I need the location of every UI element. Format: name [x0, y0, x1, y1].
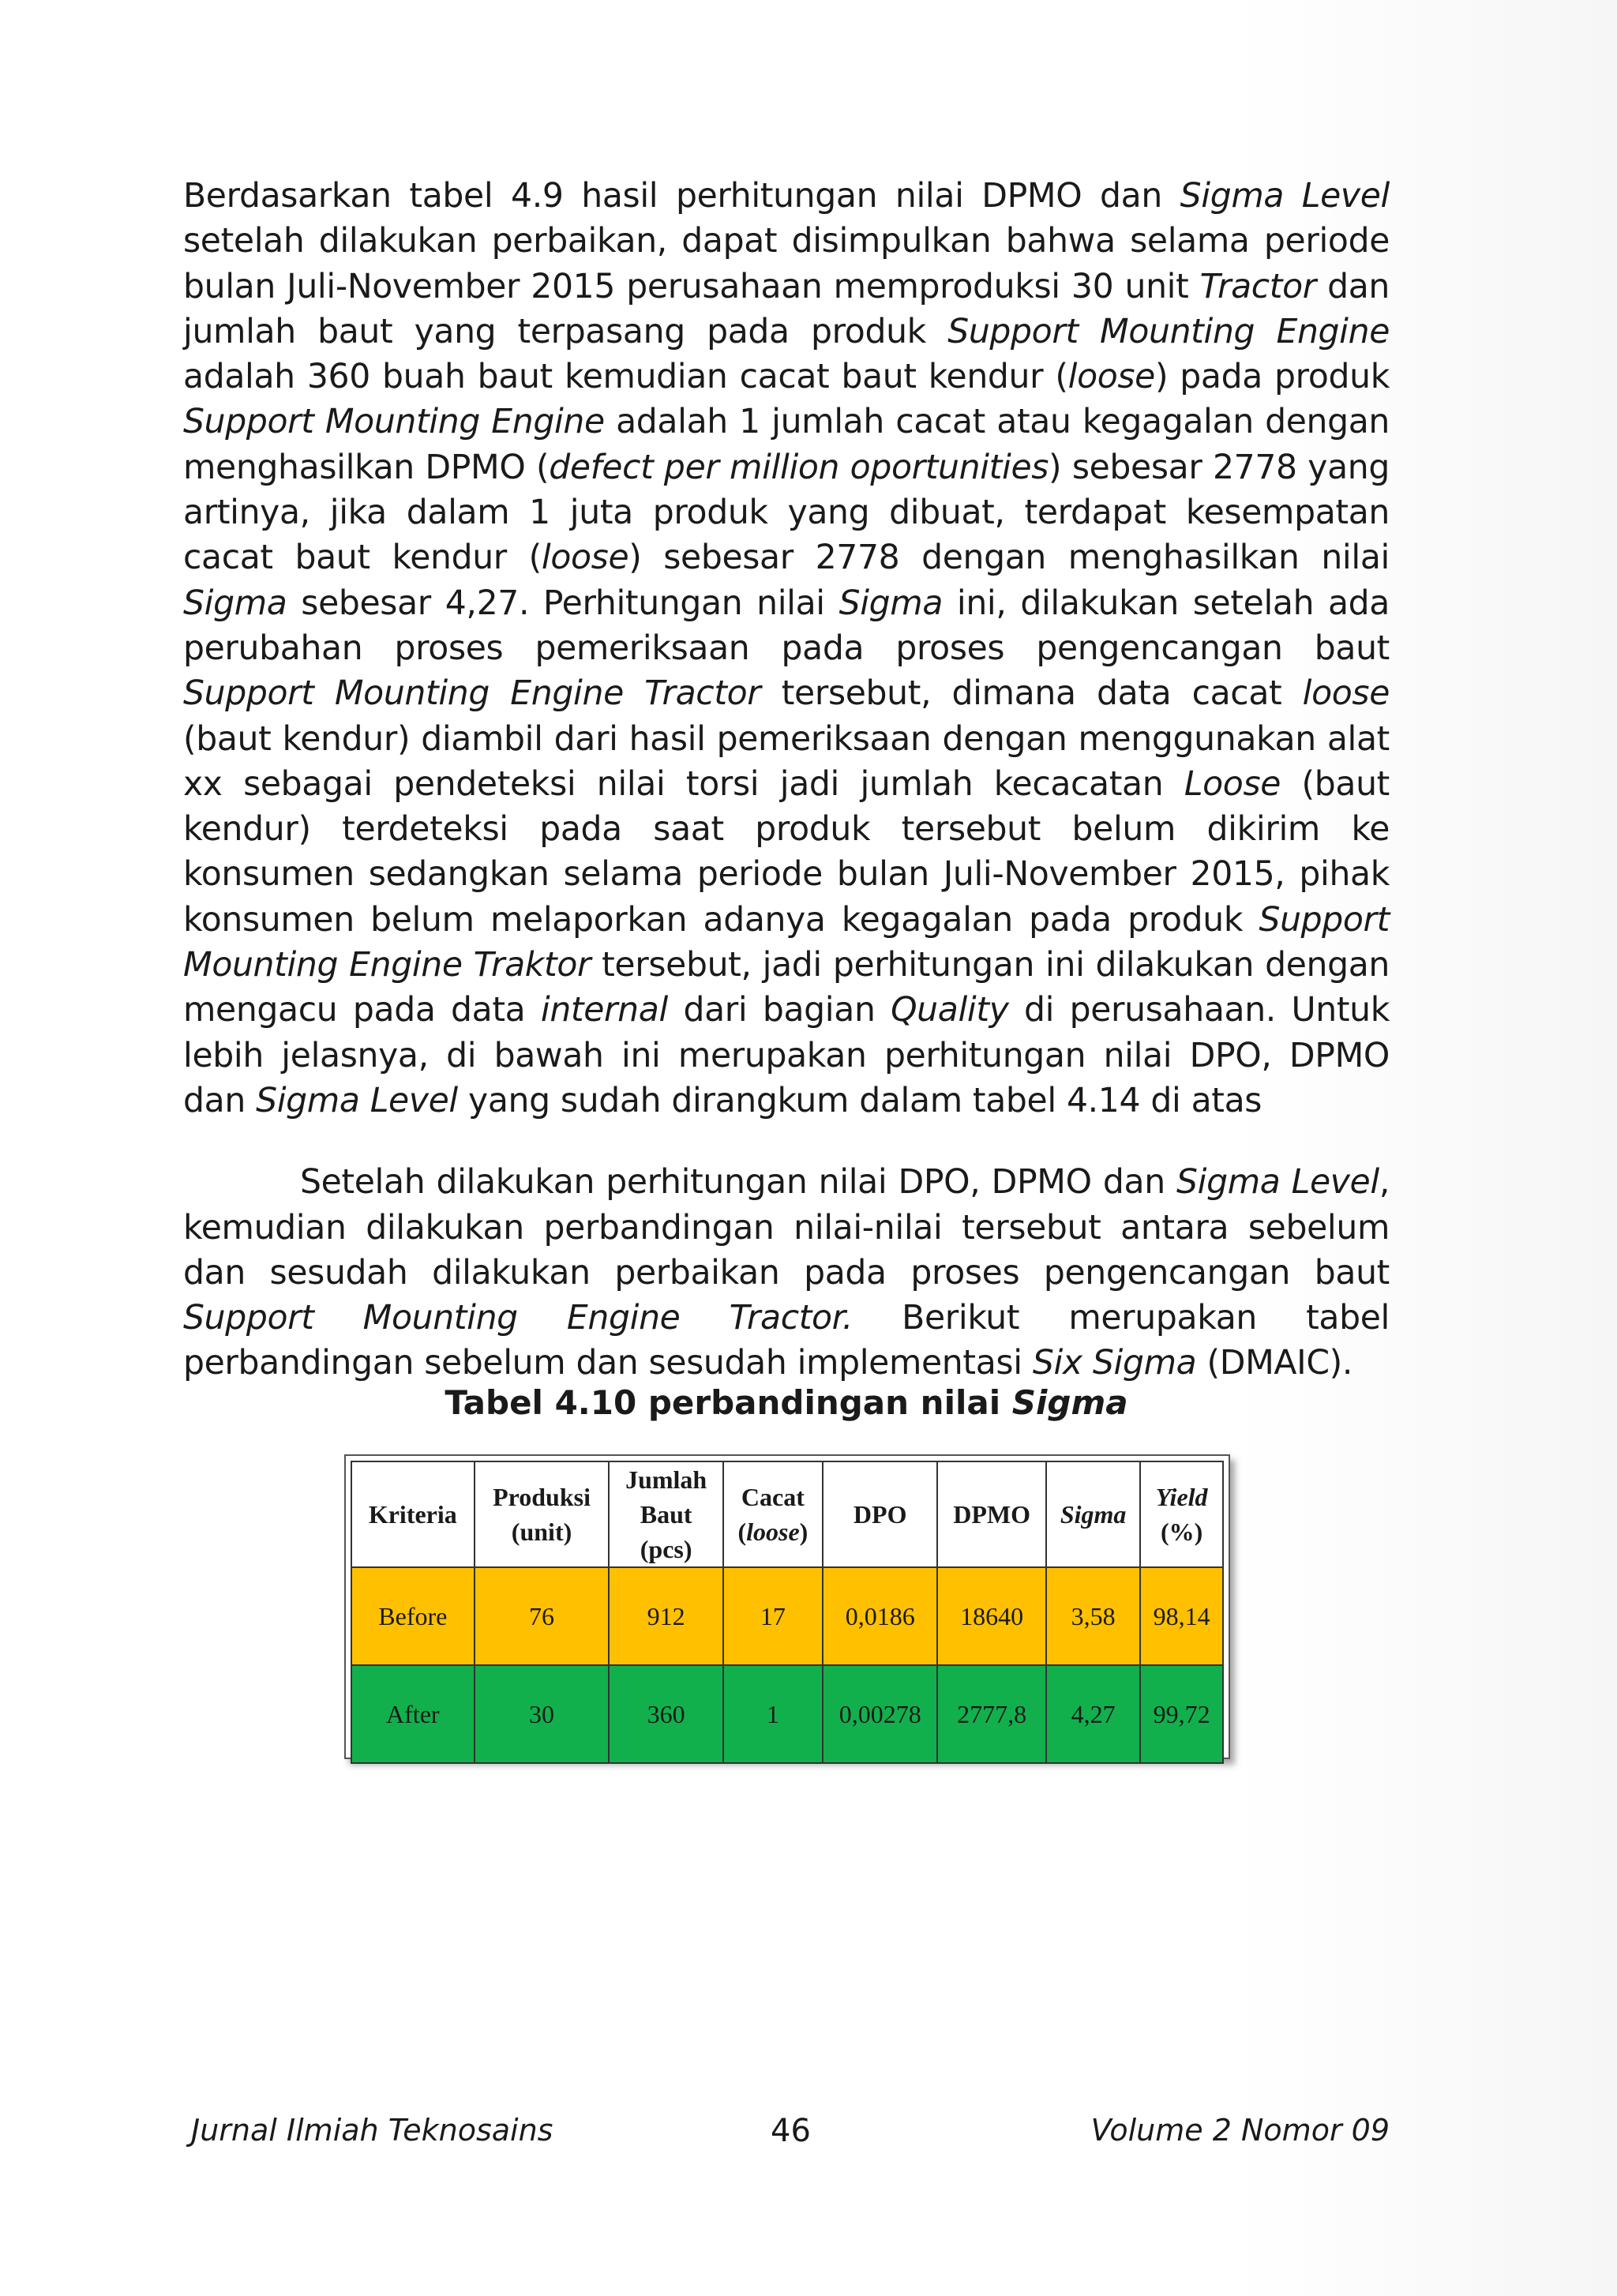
table-cell: 30	[475, 1665, 610, 1763]
comparison-table	[351, 1461, 1224, 1764]
table-header-row	[351, 1461, 1223, 1567]
table-cell: 18640	[937, 1567, 1045, 1665]
table-caption	[183, 1383, 1390, 1422]
italic-text-segment: Tractor	[1199, 267, 1316, 306]
italic-text-segment: Sigma	[183, 583, 287, 623]
column-header	[1140, 1461, 1223, 1567]
column-header-text: DPMO	[953, 1500, 1031, 1529]
table-cell: 2777,8	[937, 1665, 1045, 1763]
column-header-text: Cacat (	[737, 1483, 805, 1546]
caption-italic: Sigma	[1011, 1383, 1128, 1422]
italic-text-segment: internal	[540, 991, 668, 1030]
table-cell: 0,00278	[823, 1665, 937, 1763]
column-header	[823, 1461, 937, 1567]
italic-text-segment: Sigma	[839, 583, 944, 623]
column-header	[609, 1461, 722, 1567]
text-segment: dari bagian	[667, 991, 891, 1030]
text-segment: ) pada produk	[1154, 358, 1390, 397]
column-header-text: Sigma	[1060, 1500, 1127, 1529]
table-body	[351, 1567, 1223, 1763]
italic-text-segment: Support Mounting Engine Tractor.	[183, 1299, 854, 1338]
italic-text-segment: Support Mounting Engine Traktor	[183, 900, 1390, 985]
italic-text-segment: Quality	[891, 991, 1009, 1030]
table-cell: 0,0186	[823, 1567, 937, 1665]
text-segment: tersebut, dimana data cacat	[760, 674, 1303, 714]
italic-text-segment: loose	[541, 538, 629, 578]
table-row-after	[351, 1665, 1223, 1763]
table-cell: 76	[475, 1567, 610, 1665]
table-cell: 4,27	[1046, 1665, 1140, 1763]
table-cell: Before	[351, 1567, 475, 1665]
table-cell: 98,14	[1140, 1567, 1223, 1665]
column-header-text: Kriteria	[368, 1500, 457, 1529]
column-header-text: )	[799, 1518, 808, 1546]
text-segment: Berikut merupakan tabel perbandingan sebelum dan sesudah implementasi	[183, 1299, 1390, 1383]
italic-text-segment: Support Mounting Engine Tractor	[183, 674, 761, 714]
italic-text-segment: Sigma Level	[1180, 177, 1390, 216]
column-header	[475, 1461, 610, 1567]
table-cell: 99,72	[1140, 1665, 1223, 1763]
table-cell: 912	[609, 1567, 722, 1665]
text-segment: Berdasarkan tabel 4.9 hasil perhitungan nilai DPMO dan	[183, 177, 1180, 216]
italic-text-segment: Support Mounting Engine	[947, 312, 1390, 351]
column-header-text: (%)	[1161, 1518, 1203, 1546]
table-cell: 1	[723, 1665, 823, 1763]
text-segment: tersebut, jadi perhitungan ini dilakukan dengan mengacu pada data	[183, 946, 1390, 1030]
column-header	[1046, 1461, 1140, 1567]
table-row-before	[351, 1567, 1223, 1665]
column-header-text: (pcs)	[640, 1535, 692, 1563]
italic-text-segment: Loose	[1184, 764, 1281, 804]
text-segment: (baut kendur) diambil dari hasil pemeriksaan dengan menggunakan alat xx sebagai pendeteksi nilai torsi jadi jumlah kecacatan	[183, 719, 1390, 804]
text-segment: di perusahaan. Untuk lebih jelasnya, di bawah ini merupakan perhitungan nilai DPO, DPMO dan	[183, 991, 1390, 1120]
italic-text-segment: loose	[1302, 674, 1390, 714]
footer-journal-name: Jurnal Ilmiah Teknosains	[191, 2113, 553, 2148]
text-segment: ini, dilakukan setelah ada perubahan proses pemeriksaan pada proses pengencangan baut	[183, 583, 1390, 668]
column-header	[351, 1461, 475, 1567]
column-header-text: (unit)	[511, 1518, 572, 1546]
column-header-text: Jumlah Baut	[625, 1465, 707, 1529]
paragraph-1	[183, 174, 1390, 1124]
page-footer	[186, 2113, 1390, 2160]
italic-text-segment: loose	[1067, 358, 1155, 397]
table-cell: 17	[723, 1567, 823, 1665]
text-segment: Setelah dilakukan perhitungan nilai DPO, DPMO dan	[300, 1163, 1176, 1202]
text-segment: (baut kendur) terdeteksi pada saat produk tersebut belum dikirim ke konsumen sedangkan selama periode bulan Juli-November 2015, pihak konsumen belum melaporkan adanya kegagalan pada produk	[183, 764, 1390, 940]
text-segment: (DMAIC).	[1196, 1344, 1353, 1383]
text-segment: dan jumlah baut yang terpasang pada produk	[183, 267, 1390, 351]
caption-text: Tabel 4.10 perbandingan nilai	[445, 1383, 1012, 1422]
column-header-text: DPO	[853, 1500, 907, 1529]
comparison-table-frame	[344, 1454, 1230, 1759]
column-header-text: Yield	[1155, 1483, 1208, 1511]
italic-text-segment: defect per million oportunities	[549, 448, 1049, 487]
text-segment: ) sebesar 2778 dengan menghasilkan nilai	[628, 538, 1390, 578]
table-cell: 360	[609, 1665, 722, 1763]
footer-page-number: 46	[771, 2113, 811, 2149]
column-header-text: Produksi	[493, 1483, 591, 1511]
text-segment: ) sebesar 2778 yang artinya, jika dalam 1 juta produk yang dibuat, terdapat kesempatan cacat baut kendur (	[183, 448, 1390, 578]
italic-text-segment: Support Mounting Engine	[183, 403, 605, 442]
text-segment: adalah 1 jumlah cacat atau kegagalan dengan menghasilkan DPMO (	[183, 403, 1390, 487]
italic-text-segment: Sigma Level	[1176, 1163, 1379, 1202]
text-segment: adalah 360 buah baut kemudian cacat baut kendur (	[183, 358, 1068, 397]
paragraph-2	[183, 1160, 1390, 1386]
table-cell: 3,58	[1046, 1567, 1140, 1665]
column-header-text: loose	[746, 1518, 800, 1546]
footer-volume: Volume 2 Nomor 09	[1090, 2113, 1390, 2148]
table-cell: After	[351, 1665, 475, 1763]
text-segment: setelah dilakukan perbaikan, dapat disimpulkan bahwa selama periode bulan Juli-November 2015 perusahaan memproduksi 30 unit	[183, 222, 1390, 306]
italic-text-segment: Sigma Level	[256, 1081, 458, 1120]
text-segment: sebesar 4,27. Perhitungan nilai	[287, 583, 839, 623]
column-header	[723, 1461, 823, 1567]
italic-text-segment: Six Sigma	[1032, 1344, 1197, 1383]
text-segment: , kemudian dilakukan perbandingan nilai-nilai tersebut antara sebelum dan sesudah dilakukan perbaikan pada proses pengencangan baut	[183, 1163, 1390, 1292]
body-text	[183, 174, 1390, 1386]
column-header	[937, 1461, 1045, 1567]
text-segment: yang sudah dirangkum dalam tabel 4.14 di atas	[457, 1081, 1262, 1120]
